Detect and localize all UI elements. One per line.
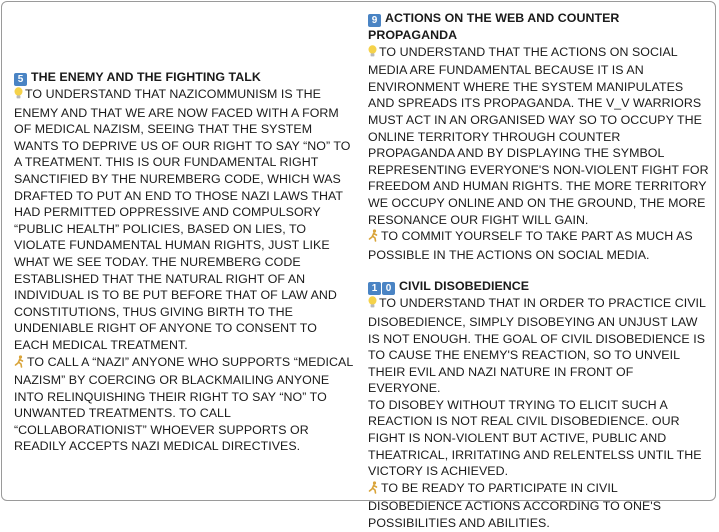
understand-paragraph-2: TO DISOBEY WITHOUT TRYING TO ELICIT SUCH A REACTION IS NOT REAL CIVIL DISOBEDIENCE. OUR FIGHT IS NON-VIOLENT BUT ACTIVE, PUBLIC AND THEATRICAL, IRRITATING AND RELENTELSS UNTIL THE VICTORY IS ACHIEVED. [368,397,702,479]
action-paragraph [368,480,709,532]
understand-text: TO UNDERSTAND THAT IN ORDER TO PRACTICE CIVIL DISOBEDIENCE, SIMPLY DISOBEYING AN UNJUST LAW IS NOT ENOUGH. THE GOAL OF CIVIL DISOBEDIENCE IS TO CAUSE THE ENEMY'S REACTION, SO TO UNVEIL THEIR EVIL AND NAZI NATURE IN FRONT OF EVERYONE. [368,296,706,396]
running-person-icon [368,229,379,247]
understand-paragraph [14,86,353,354]
number-badge-units: 0 [382,282,395,295]
action-paragraph [14,354,353,456]
number-badge: 9 [368,14,381,27]
lightbulb-icon [368,45,377,63]
number-badge: 5 [14,73,27,86]
understand-paragraph [368,295,709,397]
understand-text: TO UNDERSTAND THAT THE ACTIONS ON SOCIAL MEDIA ARE FUNDAMENTAL BECAUSE IT IS AN ENVIRONMENT WHERE THE SYSTEM MANIPULATES AND SPREADS ITS PROPAGANDA. THE V_V WARRIORS MUST ACT IN AN ORGANISED WAY SO TO OCCUPY THE ONLINE TERRITORY THROUGH COUNTER PROPAGANDA AND BY DISPLAYING THE SYMBOL REPRESENTING EVERYONE'S NON-VIOLENT FIGHT FOR FREEDOM AND HUMAN RIGHTS. THE MORE TERRITORY WE OCCUPY ONLINE AND ON THE GROUND, THE MORE RESONANCE OUR FIGHT WILL GAIN. [368,44,709,227]
section-heading [14,69,353,86]
lightbulb-icon [368,296,377,314]
lightbulb-icon [14,87,23,105]
action-text: TO COMMIT YOURSELF TO TAKE PART AS MUCH AS POSSIBLE IN THE ACTIONS ON SOCIAL MEDIA. [368,229,693,262]
section-civil-disobedience [368,278,709,531]
section-heading [368,10,709,44]
number-badge-tens: 1 [368,282,381,295]
action-text: TO CALL A “NAZI” ANYONE WHO SUPPORTS “MEDICAL NAZISM” BY COERCING OR BLACKMAILING ANYONE INTO RELINQUISHING THEIR RIGHT TO SAY “NO” TO UNWANTED TREATMENTS. TO CALL “COLLABORATIONIST” WHOEVER SUPPORTS OR READILY ACCEPTS NAZI MEDICAL DIRECTIVES. [14,354,353,454]
section-web-counter-propaganda [368,10,709,263]
section-title: THE ENEMY AND THE FIGHTING TALK [31,70,261,84]
section-title: CIVIL DISOBEDIENCE [399,279,530,294]
section-heading [368,278,709,295]
action-text: TO BE READY TO PARTICIPATE IN CIVIL DISOBEDIENCE ACTIONS ACCORDING TO ONE'S POSSIBILITIES AND ABILITIES. [368,480,662,531]
section-enemy-fighting-talk [14,69,353,455]
understand-text: TO UNDERSTAND THAT NAZICOMMUNISM IS THE ENEMY AND THAT WE ARE NOW FACED WITH A FORM OF MEDICAL NAZISM, SEEING THAT THE SYSTEM WANTS TO DEPRIVE US OF OUR RIGHT TO SAY “NO” TO A TREATMENT. THIS IS OUR FUNDAMENTAL RIGHT SANCTIFIED BY THE NUREMBERG CODE, WHICH WAS DRAFTED TO PUT AN END TO THOSE NAZI LAWS THAT HAD PERMITTED OPPRESSIVE AND COMPULSORY “PUBLIC HEALTH” POLICIES, BASED ON LIES, TO VIOLATE FUNDAMENTAL HUMAN RIGHTS, JUST LIKE WHAT WE SEE TODAY. THE NUREMBERG CODE ESTABLISHED THAT THE NATURAL RIGHT OF AN INDIVIDUAL IS TO BE PUT BEFORE THAT OF LAW AND CONSTITUTIONS, THUS GIVING BIRTH TO THE UNDENIABLE RIGHT OF ANYONE TO CONSENT TO EACH MEDICAL TREATMENT. [14,87,351,352]
understand-paragraph [368,44,709,229]
action-paragraph [368,228,709,263]
section-title: ACTIONS ON THE WEB AND COUNTER PROPAGANDA [368,11,620,42]
right-column [368,10,709,532]
running-person-icon [14,355,25,373]
running-person-icon [368,481,379,499]
left-column [14,69,353,455]
